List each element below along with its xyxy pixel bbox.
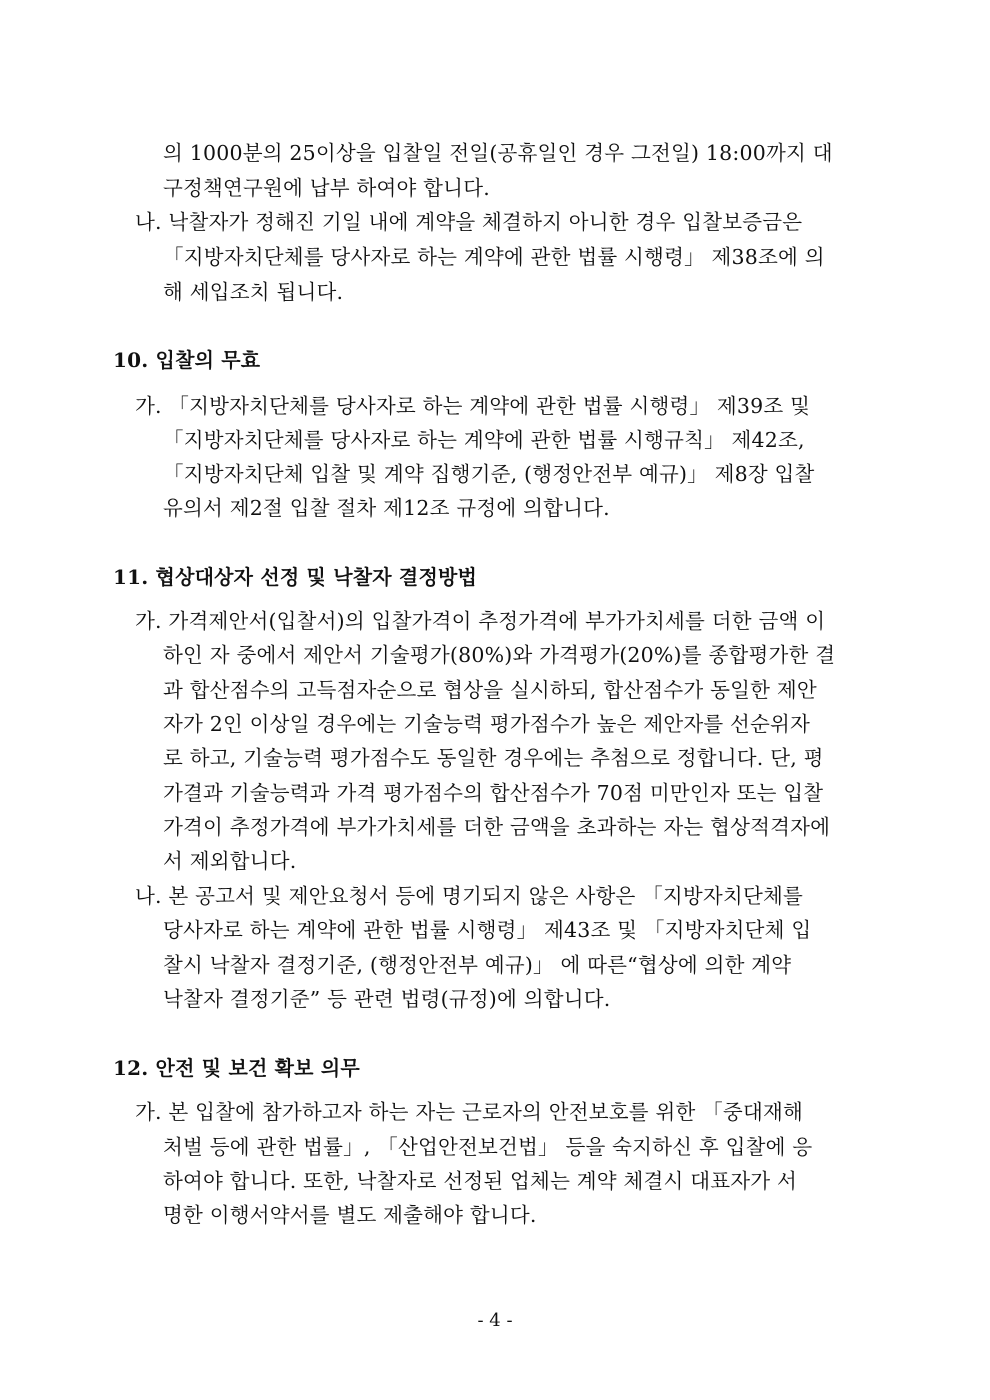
text-line: 가결과 기술능력과 가격 평가점수의 합산점수가 70점 미만인자 또는 입찰 [163, 781, 824, 805]
text-line: 「지방자치단체를 당사자로 하는 계약에 관한 법률 시행령」 제38조에 의 [163, 245, 825, 269]
text-line: 서 제외합니다. [163, 849, 297, 873]
section-heading: 12. 안전 및 보건 확보 의무 [113, 1056, 360, 1080]
text-line: 의 1000분의 25이상을 입찰일 전일(공휴일인 경우 그전일) 18:00까지 대 [163, 141, 833, 165]
list-item-ga: 가. 본 입찰에 참가하고자 하는 자는 근로자의 안전보호를 위한 「중대재해 [135, 1100, 803, 1124]
section-heading: 11. 협상대상자 선정 및 낙찰자 결정방법 [113, 565, 478, 589]
text-line: 과 합산점수의 고득점자순으로 협상을 실시하되, 합산점수가 동일한 제안 [163, 678, 817, 702]
text-line: 처벌 등에 관한 법률」, 「산업안전보건법」 등을 숙지하신 후 입찰에 응 [163, 1135, 813, 1159]
section-heading: 10. 입찰의 무효 [113, 348, 261, 372]
text-line: 구정책연구원에 납부 하여야 합니다. [163, 176, 490, 200]
list-item-ga: 가. 「지방자치단체를 당사자로 하는 계약에 관한 법률 시행령」 제39조 및 [135, 394, 811, 418]
text-line: 로 하고, 기술능력 평가점수도 동일한 경우에는 추첨으로 정합니다. 단, 평 [163, 746, 824, 770]
page-number: - 4 - [477, 1310, 513, 1331]
text-line: 「지방자치단체를 당사자로 하는 계약에 관한 법률 시행규칙」 제42조, [163, 428, 805, 452]
text-line: 명한 이행서약서를 별도 제출해야 합니다. [163, 1203, 537, 1227]
list-item-na: 나. 낙찰자가 정해진 기일 내에 계약을 체결하지 아니한 경우 입찰보증금은 [135, 210, 803, 234]
text-line: 찰시 낙찰자 결정기준, (행정안전부 예규)」 에 따른“협상에 의한 계약 [163, 953, 792, 977]
text-line: 해 세입조치 됩니다. [163, 280, 344, 304]
text-line: 「지방자치단체 입찰 및 계약 집행기준, (행정안전부 예규)」 제8장 입찰 [163, 462, 815, 486]
text-line: 하인 자 중에서 제안서 기술평가(80%)와 가격평가(20%)를 종합평가한 결 [163, 643, 836, 667]
list-item-ga: 가. 가격제안서(입찰서)의 입찰가격이 추정가격에 부가가치세를 더한 금액 이 [135, 609, 826, 633]
text-line: 낙찰자 결정기준” 등 관련 법령(규정)에 의합니다. [163, 987, 611, 1011]
text-line: 유의서 제2절 입찰 절차 제12조 규정에 의합니다. [163, 496, 610, 520]
text-line: 당사자로 하는 계약에 관한 법률 시행령」 제43조 및 「지방자치단체 입 [163, 918, 812, 942]
text-line: 가격이 추정가격에 부가가치세를 더한 금액을 초과하는 자는 협상적격자에 [163, 815, 831, 839]
list-item-na: 나. 본 공고서 및 제안요청서 등에 명기되지 않은 사항은 「지방자치단체를 [135, 884, 803, 908]
text-line: 하여야 합니다. 또한, 낙찰자로 선정된 업체는 계약 체결시 대표자가 서 [163, 1169, 797, 1193]
text-line: 자가 2인 이상일 경우에는 기술능력 평가점수가 높은 제안자를 선순위자 [163, 712, 811, 736]
